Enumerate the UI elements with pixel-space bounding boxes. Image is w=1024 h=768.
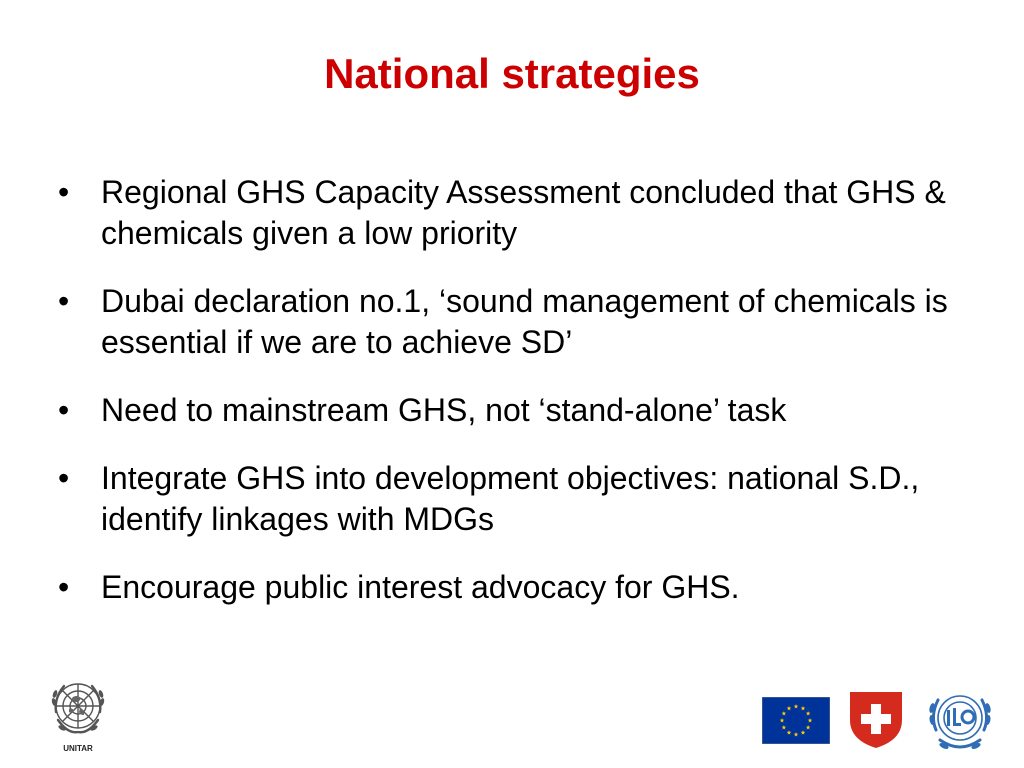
bullet-dot: • [58,569,70,605]
bullet-dot: • [58,283,70,319]
slide-title: National strategies [324,50,700,97]
bullet-item [56,458,986,540]
bullet-dot: • [58,392,70,428]
bullet-dot: • [58,174,70,210]
bullet-dot: • [58,460,70,496]
bullet-text: Need to mainstream GHS, not ‘stand-alone’ task [101,392,787,428]
bullet-text: Encourage public interest advocacy for GHS. [101,569,740,605]
bullet-list [56,172,986,635]
bullet-item [56,281,986,363]
swiss-shield-icon [848,690,904,750]
unitar-label: UNITAR [63,744,93,753]
bullet-item [56,390,986,431]
bullet-text: Dubai declaration no.1, ‘sound management of chemicals is essential if we are to achieve SD’ [101,283,948,360]
un-emblem-icon [42,672,114,744]
bullet-text: Integrate GHS into development objectives: national S.D., identify linkages with MDGs [101,460,920,537]
eu-flag-icon [762,697,830,744]
bullet-item [56,567,986,608]
unitar-logo [42,672,114,758]
ilo-emblem-icon [922,684,998,756]
bullet-item [56,172,986,254]
bullet-text: Regional GHS Capacity Assessment concluded that GHS & chemicals given a low priority [101,174,946,251]
